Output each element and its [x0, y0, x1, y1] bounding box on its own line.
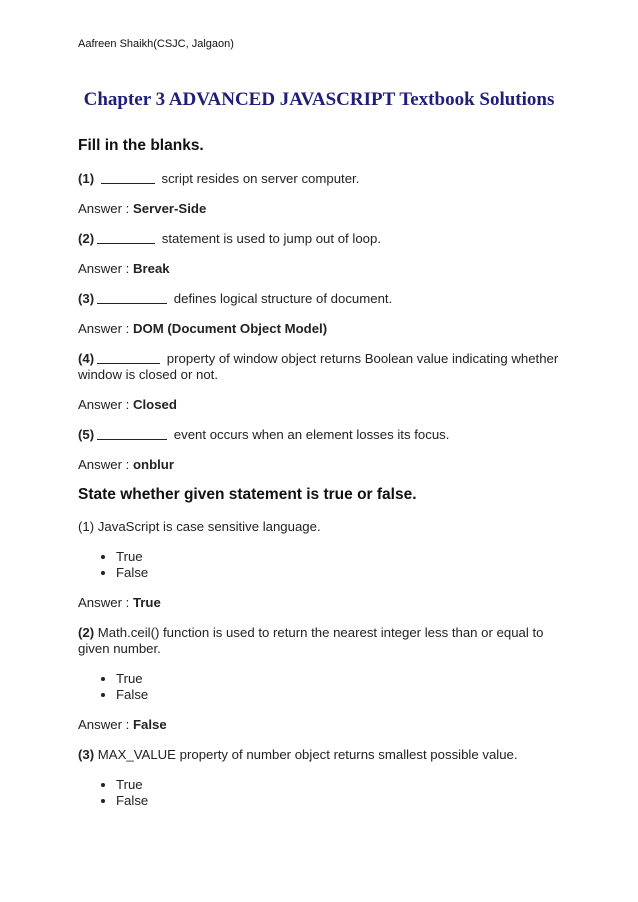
answer-prefix: Answer :: [78, 397, 133, 412]
question-number: (1): [78, 519, 95, 534]
tf-question-3: [78, 747, 564, 763]
question-number: (3): [78, 291, 95, 306]
answer-prefix: Answer :: [78, 457, 133, 472]
page-header: Aafreen Shaikh(CSJC, Jalgaon): [78, 38, 234, 50]
answer-5: [78, 457, 564, 473]
question-number: (2): [78, 625, 95, 640]
question-text: MAX_VALUE property of number object returns smallest possible value.: [97, 747, 518, 762]
content: [78, 138, 564, 809]
answer-prefix: Answer :: [78, 595, 133, 610]
question-number: (1): [78, 171, 95, 186]
page-title: Chapter 3 ADVANCED JAVASCRIPT Textbook Solutions: [83, 89, 555, 110]
question-1: [78, 171, 564, 187]
question-3: [78, 291, 564, 307]
question-number: (5): [78, 427, 95, 442]
options-list: [78, 549, 564, 581]
section-heading-fill-blanks: Fill in the blanks.: [78, 137, 204, 154]
tf-answer-1: [78, 595, 564, 611]
answer-value: onblur: [132, 457, 174, 472]
question-number: (3): [78, 747, 95, 762]
answer-prefix: Answer :: [78, 201, 133, 216]
answer-4: [78, 397, 564, 413]
options-list: [78, 777, 564, 809]
tf-question-1: [78, 519, 564, 535]
answer-prefix: Answer :: [78, 321, 133, 336]
answer-3: [78, 321, 564, 337]
answer-value: DOM (Document Object Model): [132, 321, 328, 336]
option-item: • True: [116, 671, 564, 687]
question-text: defines logical structure of document.: [173, 291, 393, 306]
question-text: script resides on server computer.: [161, 171, 360, 186]
option-item: • False: [116, 793, 564, 809]
answer-value: Break: [132, 261, 170, 276]
tf-question-2: [78, 625, 564, 657]
tf-answer-2: [78, 717, 564, 733]
blank-line: [97, 351, 160, 364]
question-text: Math.ceil() function is used to return the nearest integer less than or equal to given number.: [78, 625, 544, 656]
question-number: (4): [78, 351, 95, 366]
option-item: • False: [116, 565, 564, 581]
option-item: • False: [116, 687, 564, 703]
answer-value: True: [132, 595, 161, 610]
question-text: property of window object returns Boolean value indicating whether window is closed or not.: [78, 351, 559, 382]
question-number: (2): [78, 231, 95, 246]
answer-1: [78, 201, 564, 217]
blank-line: [97, 231, 155, 244]
question-text: event occurs when an element losses its focus.: [173, 427, 450, 442]
blank-line: [97, 291, 167, 304]
answer-prefix: Answer :: [78, 261, 133, 276]
answer-prefix: Answer :: [78, 717, 133, 732]
question-text: JavaScript is case sensitive language.: [97, 519, 321, 534]
section-heading-true-false: State whether given statement is true or false.: [78, 486, 417, 503]
option-item: • True: [116, 549, 564, 565]
answer-value: False: [132, 717, 167, 732]
answer-value: Server-Side: [132, 201, 207, 216]
answer-2: [78, 261, 564, 277]
option-item: • True: [116, 777, 564, 793]
question-2: [78, 231, 564, 247]
blank-line: [97, 427, 167, 440]
question-5: [78, 427, 564, 443]
answer-value: Closed: [132, 397, 177, 412]
blank-line: [101, 171, 155, 184]
options-list: [78, 671, 564, 703]
question-4: [78, 351, 564, 383]
question-text: statement is used to jump out of loop.: [161, 231, 381, 246]
